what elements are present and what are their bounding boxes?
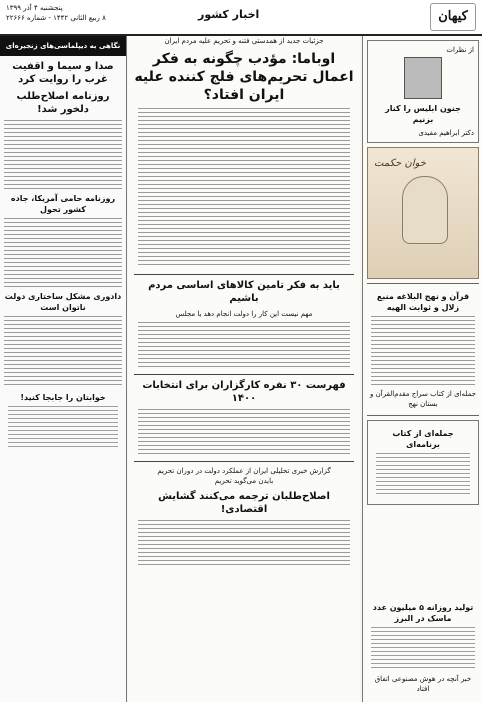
author-name: دکتر ابراهیم مفیدی (418, 129, 474, 137)
left-article-text (4, 120, 122, 190)
list-article-text (138, 409, 350, 457)
left-subheadline: روزنامه اصلاح‌طلب دلخور شد! (16, 91, 110, 115)
quote-box (367, 283, 479, 416)
secondary-title: جمله‌ای از کتاب برنامه‌ای (392, 429, 454, 449)
bottom-kicker: گزارش خبری تحلیلی ایران از عملکرد دولت در دوران تحریم (157, 467, 331, 475)
left-mid-headline: روزنامه حامی آمریکا، جاده کشور تحول (10, 194, 116, 214)
opinion-box (367, 40, 479, 143)
main-headline: اوباما: مؤدب چگونه به فکر اعمال تحریم‌های فلج کننده علیه ایران افتاد؟ (134, 51, 354, 103)
issue-meta (6, 3, 106, 23)
separator-3 (134, 461, 354, 462)
left-mid-text (4, 218, 122, 288)
left-bottom-text (8, 406, 118, 450)
main-column (128, 36, 360, 702)
section-title: اخبار کشور (198, 8, 260, 21)
opinion-label: از نظرات (446, 46, 474, 54)
newspaper-logo: کیهان (430, 3, 476, 31)
left-headline: صدا و سیما و اقفیت غرب را روایت کرد (12, 61, 114, 85)
main-article-text (138, 108, 350, 268)
middle-article-text (138, 322, 350, 370)
cleric-portrait (402, 176, 448, 244)
bottom-article (134, 466, 354, 568)
mask-production-sub: خبر آنچه در هوش مصنوعی اتفاق افتاد (374, 675, 472, 693)
quote-caption: جمله‌ای از کتاب سراج مقدم‌القرآن و بستان نهج (370, 390, 476, 408)
list-headline: فهرست ۳۰ نفره کارگزاران برای انتخابات ۱۴۰۰ (142, 380, 346, 404)
mask-production-body (371, 627, 475, 671)
opinion-title: جنون ابلیس را کنار بزنیم (385, 104, 461, 124)
issue-number: ۸ ربیع الثانی ۱۴۴۲ - شماره ۲۲۶۶۶ (6, 14, 106, 22)
bottom-article-text (138, 520, 350, 568)
bottom-subheadline: بایدن می‌گوید تحریم (214, 477, 274, 485)
wisdom-panel (367, 147, 479, 279)
left-mid-headline-2: دادوری مشکل ساختاری دولت ناتوان است (4, 292, 122, 312)
separator-1 (134, 274, 354, 275)
middle-subheadline: مهم نیست این کار را دولت انجام دهد یا مجلس (175, 310, 313, 318)
issue-date: پنجشنبه ۴ آذر ۱۳۹۹ (6, 4, 63, 12)
secondary-body (376, 453, 470, 497)
wisdom-title: خوان حکمت (374, 158, 426, 169)
main-article (134, 108, 354, 268)
author-portrait (404, 57, 442, 99)
masthead (0, 0, 482, 36)
left-banner: نگاهی به دیپلماسی‌های زنجیره‌ای (0, 36, 126, 56)
left-mid-text-2 (4, 316, 122, 386)
quote-body (371, 316, 475, 386)
main-kicker: جزئیات جدید از همدستی فتنه و تحریم علیه مردم ایران (164, 37, 324, 45)
bottom-headline: اصلاح‌طلبان ترجمه می‌کنند گشایش اقتصادی! (158, 491, 330, 515)
right-column (362, 36, 482, 702)
right-foot (367, 599, 479, 696)
mask-production-headline: تولید روزانه ۵ میلیون عدد ماسک در البرز (372, 603, 474, 623)
quote-title: قرآن و نهج البلاغه منبع زلال و ثوابت الهیه (376, 292, 470, 312)
left-column (0, 36, 127, 702)
middle-article (134, 279, 354, 370)
list-article (134, 379, 354, 457)
middle-headline: باید به فکر تامین کالاهای اساسی مردم باشیم (148, 280, 340, 304)
separator-2 (134, 374, 354, 375)
left-bottom-headline: خوابتان را جابجا کنید! (20, 393, 106, 402)
left-bottom-story (4, 392, 122, 450)
secondary-box (367, 420, 479, 505)
